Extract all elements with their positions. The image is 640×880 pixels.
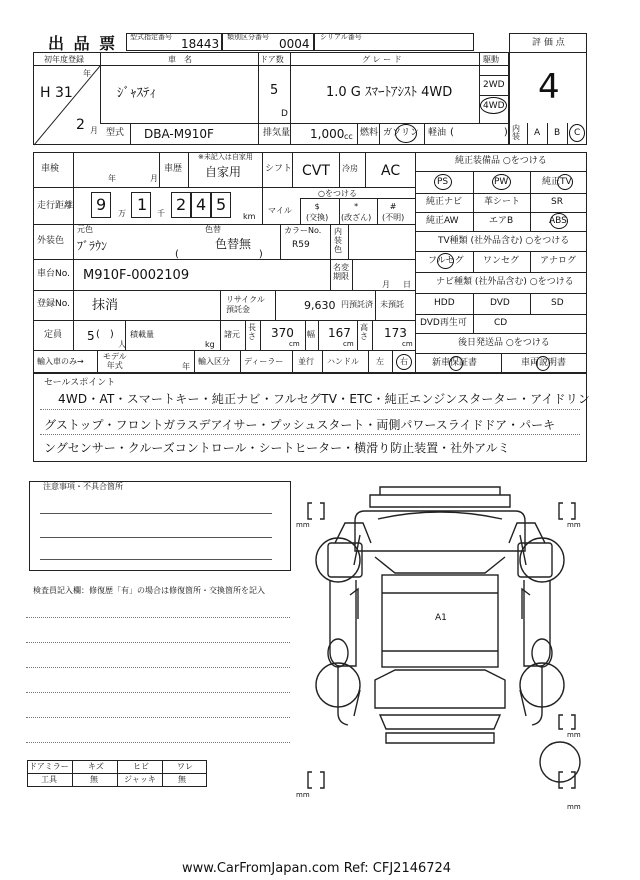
equip-label: 純正装備品 ○をつける — [455, 156, 547, 166]
import-label: 輸入車のみ→ — [37, 357, 84, 366]
navi-type-label: ナビ種類 (社外品含む) ○をつける — [436, 277, 574, 287]
doors-label: ドア数 — [260, 55, 284, 64]
recycle-unpaid: 未預託 — [380, 300, 404, 309]
fuel-diesel: 軽油 — [428, 128, 447, 138]
grade-label: グ レ ー ド — [362, 55, 402, 64]
first-reg-month-unit: 月 — [90, 126, 98, 135]
capacity-label: 定員 — [44, 330, 63, 340]
mm-label-mr: mm — [567, 731, 581, 739]
equip-tv-circle — [557, 174, 573, 190]
equip-sr: SR — [551, 197, 563, 207]
fuel-gasoline: ガソリン — [383, 128, 420, 138]
mileage-digit-5: 5 — [216, 195, 227, 214]
load-unit: kg — [205, 340, 215, 349]
later-manual-circle — [536, 356, 550, 371]
color-paren: ( ) — [175, 249, 263, 260]
inspector-label: 検査員記入欄：修復歴「有」の場合は修復箇所・交換箇所を記入 — [33, 586, 265, 595]
form-no-value: 18443 — [181, 37, 220, 51]
color-change-label: 色替 — [205, 225, 221, 234]
bracket-marks — [308, 503, 575, 788]
orig-color-label: 元色 — [77, 225, 93, 234]
first-reg-month: 2 — [76, 117, 85, 133]
recycle-paid: 円預託済 — [341, 300, 373, 309]
equip-leather: 革シート — [484, 197, 521, 207]
mm-label-bl: mm — [296, 791, 310, 799]
mileage-check-note: ○をつける — [318, 189, 357, 198]
inspection-month-unit: 月 — [150, 174, 158, 183]
sheet-title: 出 品 票 — [48, 34, 118, 53]
capacity-paren: ( ) — [96, 329, 114, 340]
displacement-unit: cc — [344, 132, 353, 141]
handle-left: 左 — [376, 357, 384, 366]
legend-v-none1: 無 — [90, 775, 98, 784]
category-label: 類別区分番号 — [227, 33, 269, 41]
name-change-month: 月 — [382, 280, 390, 289]
later-warranty-circle — [449, 356, 463, 371]
later-warranty: 新車保証書 — [432, 358, 478, 368]
height-label: 高さ — [360, 323, 368, 341]
equip-airbag: エアB — [489, 216, 514, 226]
fuel-label: 燃料 — [360, 128, 379, 138]
length-label: 長さ — [248, 323, 256, 341]
later-manual: 車両説明書 — [521, 358, 567, 368]
handle-label: ハンドル — [327, 357, 359, 366]
legend-v-jack: ジャッキ — [124, 775, 156, 784]
recycle-value: 9,630 — [304, 299, 336, 312]
right-side-view — [509, 523, 552, 725]
first-reg-year-unit: 年 — [83, 69, 91, 78]
import-class-label: 輸入区分 — [198, 357, 230, 366]
navi-dvd-play: DVD再生可 — [420, 318, 467, 328]
mileage-unknown: # (不明) — [382, 202, 405, 222]
sales-line-2: グストップ・フロントガラスデアイサー・プッシュスタート・両側パワースライドドア・パーキ — [44, 418, 556, 432]
sales-label: セールスポイント — [44, 378, 116, 388]
reg-label: 登録No. — [37, 299, 70, 309]
color-no-value: R59 — [292, 240, 310, 250]
car-name-label: 車 名 — [168, 55, 192, 64]
mm-label-tr: mm — [567, 521, 581, 529]
tv-oneseg: ワンセグ — [483, 256, 520, 266]
capacity-unit: 人 — [118, 340, 126, 349]
equip-ps: PS — [437, 177, 449, 187]
interior-color-label: 内装色 — [334, 227, 342, 254]
interior-b: B — [554, 128, 561, 138]
interior-c: C — [574, 128, 581, 138]
aircon-value: AC — [381, 163, 401, 179]
caution-box — [29, 481, 291, 571]
caution-label: 注意事項・不具合箇所 — [43, 482, 123, 491]
legend-h-scratch: キズ — [88, 762, 104, 771]
recycle-label: リサイクル 預託金 — [226, 295, 265, 314]
doors-value: 5 — [270, 83, 279, 98]
dims-label: 諸元 — [224, 330, 240, 339]
drive-4wd-circle — [480, 97, 507, 114]
mileage-digit-3: 2 — [176, 195, 187, 214]
sales-line-3: ングセンサー・クルーズコントロール・シートヒーター・横滑り防止装置・社外アルミ — [44, 441, 510, 455]
shift-value: CVT — [302, 163, 330, 179]
model-year-label: モデル 年式 — [103, 352, 127, 370]
legend-v-none2: 無 — [178, 775, 186, 784]
equip-ps-circle — [434, 174, 452, 190]
later-label: 後日発送品 ○をつける — [458, 338, 550, 348]
navi-dvd: DVD — [490, 298, 510, 308]
mileage-exchange: $ (交換) — [306, 202, 329, 222]
legend-h-crack: ヒビ — [133, 762, 149, 771]
mileage-unit-man: 万 — [118, 209, 126, 218]
tv-type-label: TV種類 (社外品含む) ○をつける — [438, 236, 570, 246]
form-no-label: 型式指定番号 — [130, 33, 172, 41]
equip-pw-circle — [492, 174, 511, 190]
name-change-label: 名変期限 — [333, 263, 349, 281]
category-value: 0004 — [279, 37, 310, 51]
navi-cd: CD — [494, 318, 508, 328]
legend-h-mirror: ドアミラー — [29, 762, 69, 771]
tv-fullseg-circle — [437, 253, 454, 269]
mileage-label: 走行距離 — [37, 201, 74, 211]
model-value: DBA-M910F — [144, 127, 214, 141]
grade-value: 1.0 G ｽﾏｰﾄｱｼｽﾄ 4WD — [326, 85, 453, 100]
chassis-label: 車台No. — [37, 269, 70, 279]
history-value: 自家用 — [205, 165, 242, 179]
aircon-label: 冷房 — [342, 164, 358, 173]
first-reg-era: H 31 — [40, 85, 73, 101]
mileage-digit-1: 9 — [96, 195, 107, 214]
footer-source: www.CarFromJapan.com Ref: CFJ2146724 — [182, 861, 452, 876]
length-unit: cm — [289, 340, 300, 348]
handle-right: 右 — [400, 357, 408, 366]
dealer-label: ディーラー — [244, 357, 284, 366]
displacement-label: 排気量 — [263, 128, 291, 138]
damage-mark-a1: A1 — [435, 613, 447, 623]
inspection-label: 車検 — [41, 164, 60, 174]
equip-aw: 純正AW — [426, 216, 459, 226]
drive-4wd: 4WD — [483, 101, 505, 111]
mileage-unit-km: km — [243, 212, 256, 221]
car-name-value: ｼﾞｬｽﾃｨ — [117, 86, 156, 101]
model-label: 型式 — [106, 128, 125, 138]
history-note: ※未記入は自家用 — [198, 153, 253, 161]
height-value: 173 — [384, 326, 407, 340]
inspection-year-unit: 年 — [108, 174, 116, 183]
history-label: 車歴 — [164, 164, 183, 174]
navi-sd: SD — [551, 298, 564, 308]
mileage-unit-sen: 千 — [157, 209, 165, 218]
length-value: 370 — [271, 326, 294, 340]
reg-value: 抹消 — [92, 298, 119, 313]
chassis-value: M910F-0002109 — [83, 268, 190, 283]
height-unit: cm — [402, 340, 413, 348]
left-side-view — [328, 523, 371, 725]
handle-right-circle — [396, 354, 412, 370]
mm-label-tl: mm — [296, 521, 310, 529]
mile-label: マイル — [268, 206, 292, 215]
interior-a: A — [534, 128, 541, 138]
fuel-gasoline-circle — [395, 124, 417, 143]
color-change-value: 色替無 — [215, 237, 252, 251]
doors-suffix: D — [281, 109, 288, 119]
mileage-tamper: * (改ざん) — [341, 202, 372, 222]
legend-v-tools: 工具 — [41, 775, 57, 784]
ext-color-label: 外装色 — [37, 236, 65, 246]
fuel-other-bracket: ( ) — [450, 127, 508, 138]
score-value: 4 — [538, 67, 560, 107]
score-label: 評 価 点 — [532, 38, 565, 48]
equip-abs: ABS — [549, 216, 567, 226]
mm-label-br: mm — [567, 803, 581, 811]
first-reg-label: 初年度登録 — [44, 55, 84, 64]
mileage-digit-2: 1 — [137, 195, 148, 214]
load-label: 積載量 — [130, 330, 154, 339]
navi-hdd: HDD — [434, 298, 455, 308]
tv-fullseg: フルセグ — [428, 256, 464, 266]
tv-analog: アナログ — [540, 256, 577, 266]
equip-navi: 純正ナビ — [426, 197, 463, 207]
interior-label: 内装 — [512, 124, 520, 141]
parallel-label: 並行 — [298, 357, 314, 366]
interior-c-circle — [569, 124, 585, 142]
displacement-value: 1,000 — [310, 127, 345, 141]
mileage-digit-4: 4 — [196, 195, 207, 214]
equip-pw: PW — [494, 177, 509, 187]
import-year-unit: 年 — [182, 362, 190, 371]
color-no-label: カラーNo. — [284, 226, 322, 235]
shift-label: シフト — [265, 164, 293, 174]
width-unit: cm — [343, 340, 354, 348]
serial-label: シリアル番号 — [320, 33, 362, 41]
sales-line-1: 4WD・AT・スマートキー・純正ナビ・フルセグTV・ETC・純正エンジンスターター・アイドリン — [58, 392, 591, 406]
car-diagram — [290, 475, 590, 815]
capacity-value: 5 — [87, 329, 95, 343]
name-change-day: 日 — [403, 280, 411, 289]
width-value: 167 — [328, 326, 351, 340]
legend-h-break: ワレ — [177, 762, 193, 771]
drive-label: 駆動 — [483, 55, 499, 64]
width-label: 幅 — [307, 330, 315, 339]
equip-abs-circle — [550, 213, 568, 229]
equip-tv: 純正TV — [542, 177, 572, 187]
orig-color-value: ﾌﾞﾗｳﾝ — [77, 239, 108, 253]
drive-2wd: 2WD — [483, 80, 505, 90]
